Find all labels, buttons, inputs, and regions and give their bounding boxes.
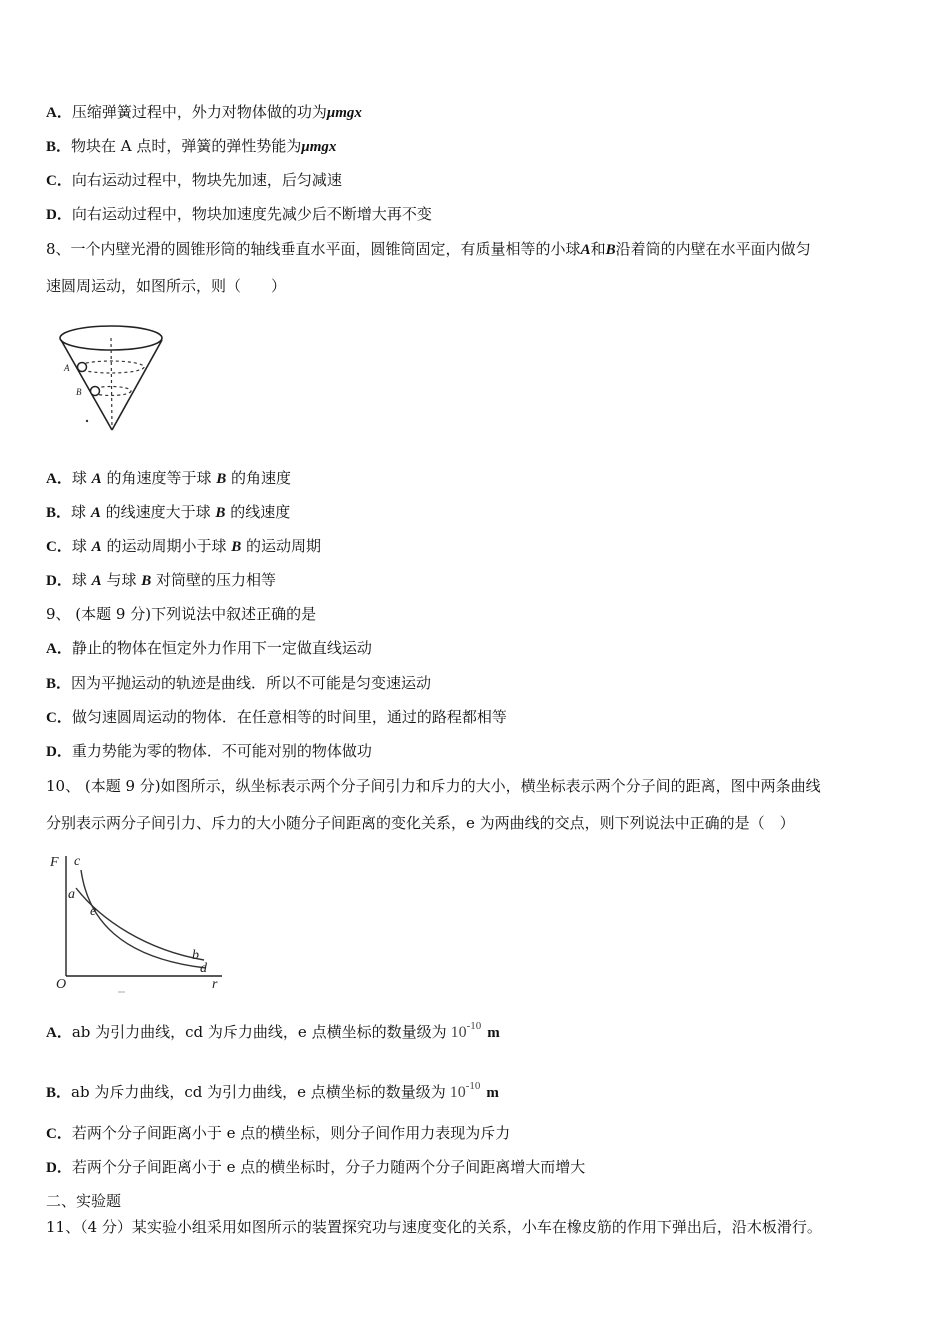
curve-label-d: d bbox=[200, 961, 207, 976]
q10-option-c bbox=[46, 1123, 510, 1144]
q10-stem-line2: 分别表示两分子间引力、斥力的大小随分子间距离的变化关系，e 为两曲线的交点，则下列说法中正确的是（ ） bbox=[46, 814, 795, 832]
cone-right-wall bbox=[112, 340, 162, 430]
curve-label-a: a bbox=[68, 887, 75, 902]
option-text: 球 bbox=[71, 469, 87, 487]
option-text: 球 bbox=[71, 571, 87, 589]
option-text: 的线速度大于球 bbox=[105, 503, 211, 521]
axis-label-r: r bbox=[212, 977, 218, 992]
option-text: 向右运动过程中，物块加速度先减少后不断增大再不变 bbox=[71, 205, 432, 223]
ball-b bbox=[91, 387, 100, 396]
speck bbox=[86, 420, 88, 422]
q8-stem-line1 bbox=[46, 239, 811, 260]
option-letter: D． bbox=[46, 744, 72, 760]
q10-option-d bbox=[46, 1157, 585, 1178]
option-letter: D． bbox=[46, 207, 72, 223]
option-letter: A． bbox=[46, 105, 72, 121]
var: A bbox=[91, 573, 102, 589]
label-a: A bbox=[64, 363, 70, 373]
option-text: 的运动周期小于球 bbox=[106, 537, 227, 555]
q9-option-a bbox=[46, 638, 372, 659]
q11-stem: 11、（4 分）某实验小组采用如图所示的装置探究功与速度变化的关系，小车在橡皮筋的作用下弹出后，沿木板滑行。 bbox=[46, 1218, 822, 1236]
option-text: 的运动周期 bbox=[246, 537, 322, 555]
option-text: 的角速度 bbox=[231, 469, 292, 487]
q7-option-a bbox=[46, 102, 362, 123]
stem-text: 沿着筒的内壁在水平面内做匀 bbox=[615, 240, 811, 258]
option-text: 对筒壁的压力相等 bbox=[156, 571, 277, 589]
curve-label-b: b bbox=[192, 948, 199, 963]
power-exponent: -10 bbox=[465, 1080, 481, 1092]
var: B bbox=[215, 505, 226, 521]
force-distance-figure bbox=[46, 848, 226, 993]
option-text: 若两个分子间距离小于 e 点的横坐标，则分子间作用力表现为斥力 bbox=[71, 1124, 511, 1142]
cone-figure bbox=[58, 318, 178, 436]
option-text: ab 为斥力曲线，cd 为引力曲线，e 点横坐标的数量级为 bbox=[71, 1083, 446, 1101]
q9-option-c bbox=[46, 707, 507, 728]
axis-label-o: O bbox=[56, 977, 67, 992]
ball-a bbox=[78, 363, 87, 372]
option-text: 球 bbox=[71, 537, 87, 555]
cone-axis bbox=[111, 338, 112, 430]
option-text: 与球 bbox=[106, 571, 137, 589]
curve-ab bbox=[76, 888, 204, 960]
formula: μmgx bbox=[326, 105, 362, 121]
option-letter: C． bbox=[46, 710, 72, 726]
var: B bbox=[216, 471, 227, 487]
var: B bbox=[141, 573, 152, 589]
q9-stem: 9、 (本题 9 分)下列说法中叙述正确的是 bbox=[46, 605, 317, 623]
option-text: 的线速度 bbox=[230, 503, 291, 521]
option-text: 因为平抛运动的轨迹是曲线．所以不可能是匀变速运动 bbox=[71, 674, 432, 692]
q9-option-b bbox=[46, 673, 431, 694]
label-b: B bbox=[76, 387, 82, 397]
q8-option-c bbox=[46, 536, 321, 557]
curve-label-c: c bbox=[74, 854, 81, 869]
var: A bbox=[91, 471, 102, 487]
power-base: 10 bbox=[449, 1084, 466, 1101]
q8-option-a bbox=[46, 468, 291, 489]
option-letter: C． bbox=[46, 539, 72, 555]
option-letter: A． bbox=[46, 1025, 72, 1041]
option-text: 向右运动过程中，物块先加速，后匀减速 bbox=[71, 171, 342, 189]
unit: m bbox=[486, 1085, 499, 1101]
q10-option-b bbox=[46, 1076, 499, 1103]
formula: μmgx bbox=[301, 139, 337, 155]
q8-option-b bbox=[46, 502, 290, 523]
option-letter: A． bbox=[46, 641, 72, 657]
q9-option-d bbox=[46, 741, 372, 762]
option-text: 物块在 A 点时，弹簧的弹性势能为 bbox=[71, 137, 302, 155]
option-letter: B． bbox=[46, 676, 72, 692]
q7-option-d bbox=[46, 204, 432, 225]
ball-a-label: A bbox=[580, 242, 591, 258]
option-text: 的角速度等于球 bbox=[106, 469, 212, 487]
option-letter: C． bbox=[46, 1126, 72, 1142]
q7-option-b bbox=[46, 136, 336, 157]
stem-text: 和 bbox=[590, 240, 606, 258]
q8-option-d bbox=[46, 570, 276, 591]
option-text: ab 为引力曲线，cd 为斥力曲线，e 点横坐标的数量级为 bbox=[71, 1023, 447, 1041]
option-letter: B． bbox=[46, 505, 72, 521]
var: A bbox=[90, 505, 101, 521]
option-letter: C． bbox=[46, 173, 72, 189]
curve-cd bbox=[81, 870, 206, 968]
curve-label-e: e bbox=[90, 904, 97, 919]
ball-b-label: B bbox=[605, 242, 616, 258]
option-letter: A． bbox=[46, 471, 72, 487]
cone-left-wall bbox=[61, 340, 112, 430]
option-text: 压缩弹簧过程中，外力对物体做的功为 bbox=[71, 103, 327, 121]
var: B bbox=[231, 539, 242, 555]
option-text: 球 bbox=[71, 503, 87, 521]
power-exponent: -10 bbox=[466, 1020, 482, 1032]
q7-option-c bbox=[46, 170, 342, 191]
q8-stem-line2: 速圆周运动，如图所示，则（ ） bbox=[46, 277, 287, 295]
option-letter: D． bbox=[46, 573, 72, 589]
option-letter: B． bbox=[46, 139, 72, 155]
section-title: 二、实验题 bbox=[46, 1192, 122, 1210]
option-text: 静止的物体在恒定外力作用下一定做直线运动 bbox=[71, 639, 372, 657]
q10-option-a bbox=[46, 1016, 500, 1043]
option-text: 重力势能为零的物体．不可能对别的物体做功 bbox=[71, 742, 372, 760]
stem-text: 8、一个内壁光滑的圆锥形筒的轴线垂直水平面，圆锥筒固定，有质量相等的小球 bbox=[46, 240, 581, 258]
power-base: 10 bbox=[450, 1024, 467, 1041]
option-text: 若两个分子间距离小于 e 点的横坐标时，分子力随两个分子间距离增大而增大 bbox=[71, 1158, 586, 1176]
var: A bbox=[91, 539, 102, 555]
option-letter: D． bbox=[46, 1160, 72, 1176]
option-text: 做匀速圆周运动的物体．在任意相等的时间里，通过的路程都相等 bbox=[71, 708, 507, 726]
axis-label-f: F bbox=[50, 855, 59, 870]
q10-stem-line1: 10、 (本题 9 分)如图所示，纵坐标表示两个分子间引力和斥力的大小，横坐标表示两个分子间的距离，图中两条曲线 bbox=[46, 777, 821, 795]
unit: m bbox=[487, 1025, 500, 1041]
option-letter: B． bbox=[46, 1085, 72, 1101]
